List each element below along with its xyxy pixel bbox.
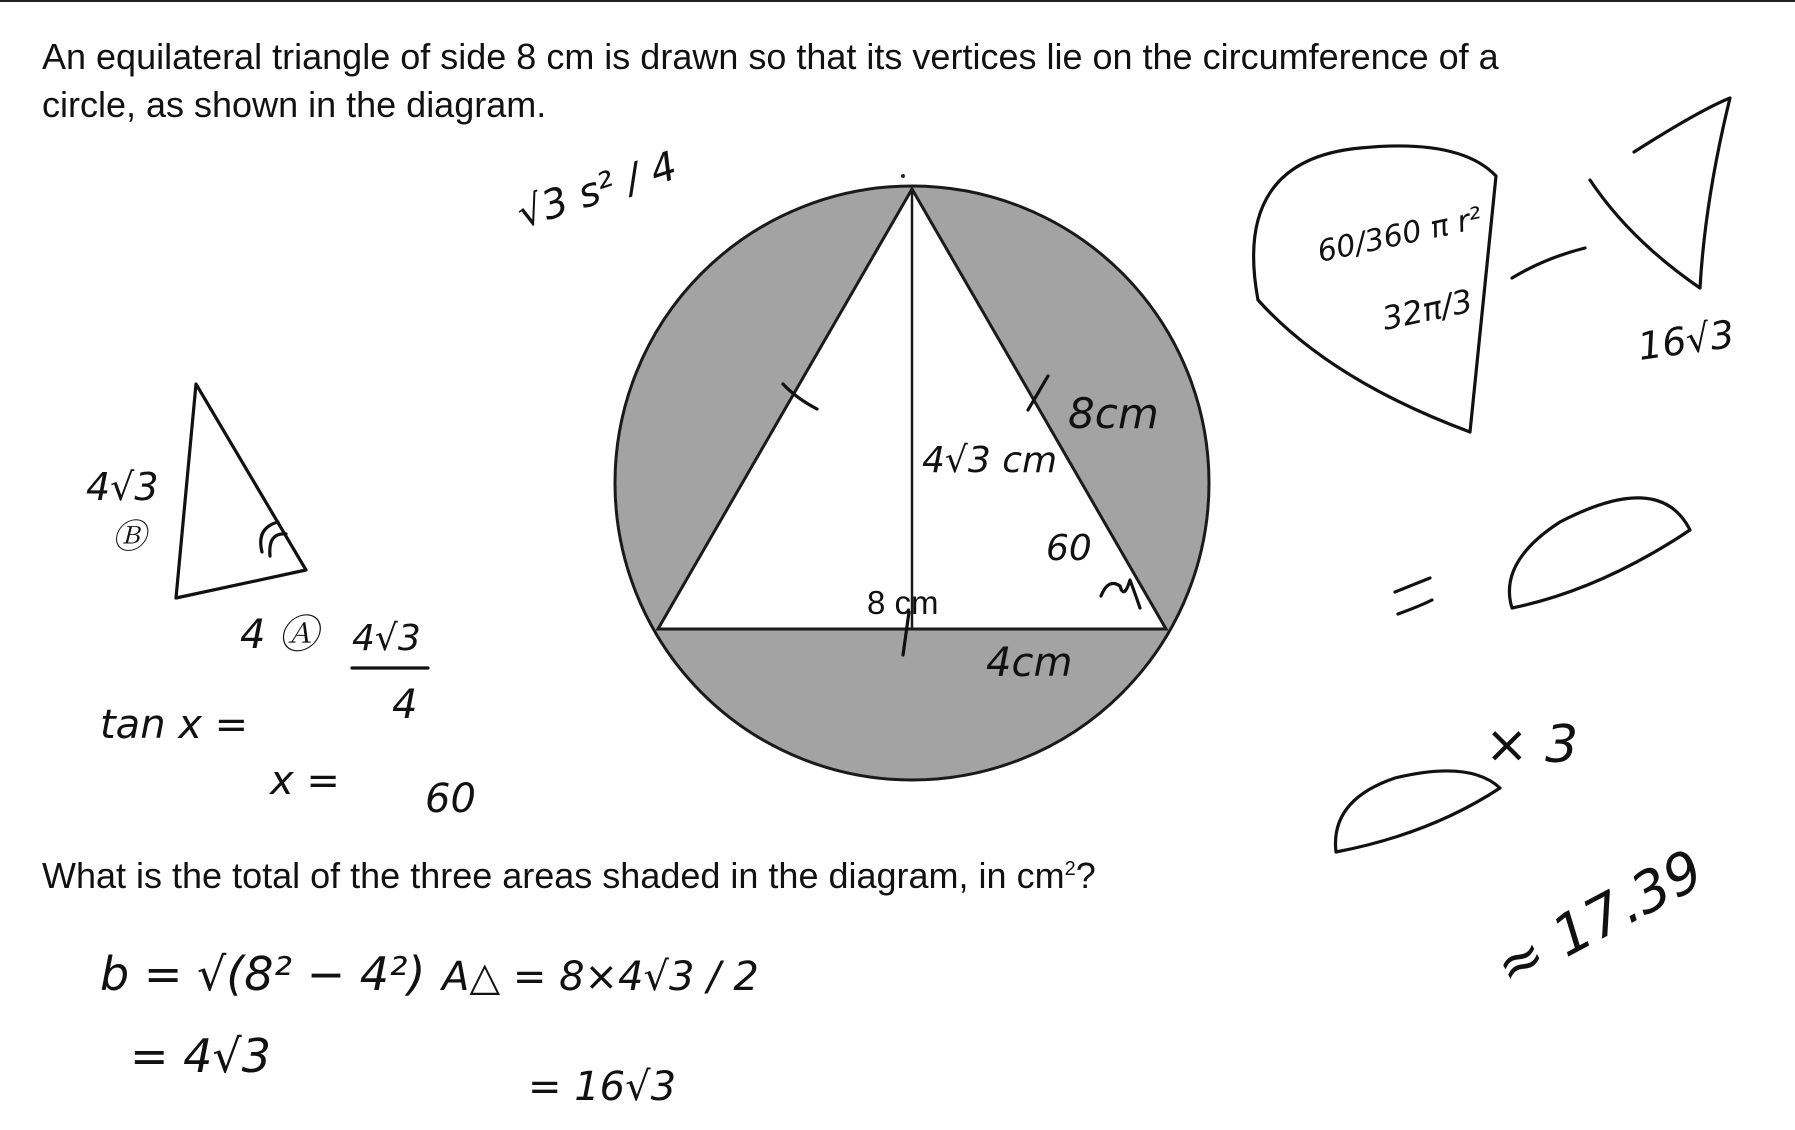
triangle-area-right: 16√3	[1635, 311, 1738, 369]
printed-base-label: 8 cm	[867, 584, 939, 621]
sketch-segment-2	[1335, 771, 1500, 852]
circle-triangle-diagram	[615, 174, 1209, 780]
equation-area-1: A△ = 8×4√3 / 2	[442, 954, 759, 1000]
tan-x-line: tan x =	[100, 702, 249, 748]
question-ask-suffix: ?	[1075, 855, 1096, 896]
left-b-label: Ⓑ	[112, 517, 146, 557]
x-equals-line: x =	[270, 758, 340, 804]
ratio-numerator: 4√3	[352, 618, 421, 659]
apex-dot	[901, 174, 905, 178]
ratio-denominator: 4	[392, 682, 418, 728]
equation-b-2: = 4√3	[130, 1029, 272, 1083]
sector-formula: 60/360 π r²	[1314, 200, 1486, 270]
side-length-annotation: 8cm	[1068, 389, 1159, 438]
question-ask-superscript: 2	[1064, 858, 1076, 880]
bottom-working	[100, 947, 759, 1110]
half-base-annotation: 4cm	[986, 640, 1073, 686]
x-value: 60	[425, 776, 476, 822]
area-formula-annotation: √3 s² / 4	[511, 143, 683, 238]
equals-sign-1	[1395, 578, 1432, 614]
sketch-segment-1	[1509, 498, 1690, 608]
sketch-right-triangle	[176, 384, 306, 598]
equation-b-1: b = √(8² − 4²)	[100, 947, 426, 1001]
question-ask	[42, 845, 1096, 900]
left-side-label: 4√3	[86, 465, 159, 509]
approx-result: ≈ 17.39	[1484, 837, 1715, 1001]
question-intro-line-2: circle, as shown in the diagram.	[42, 84, 547, 125]
minus-sign	[1512, 248, 1585, 278]
times-three: × 3	[1485, 715, 1579, 775]
question-intro-line-1: An equilateral triangle of side 8 cm is drawn so that its vertices lie on the circumference of a	[42, 36, 1499, 77]
height-annotation: 4√3 cm	[922, 440, 1058, 481]
sketch-triangle-piece	[1590, 98, 1730, 288]
question-ask-text: What is the total of the three areas shaded in the diagram, in cm	[42, 855, 1065, 896]
sector-area: 32π/3	[1378, 281, 1476, 338]
right-working	[1254, 98, 1737, 1001]
left-base-label: 4 Ⓐ	[240, 612, 319, 658]
equation-area-2: = 16√3	[528, 1064, 677, 1110]
left-working	[86, 384, 476, 822]
angle-annotation: 60	[1046, 528, 1092, 569]
